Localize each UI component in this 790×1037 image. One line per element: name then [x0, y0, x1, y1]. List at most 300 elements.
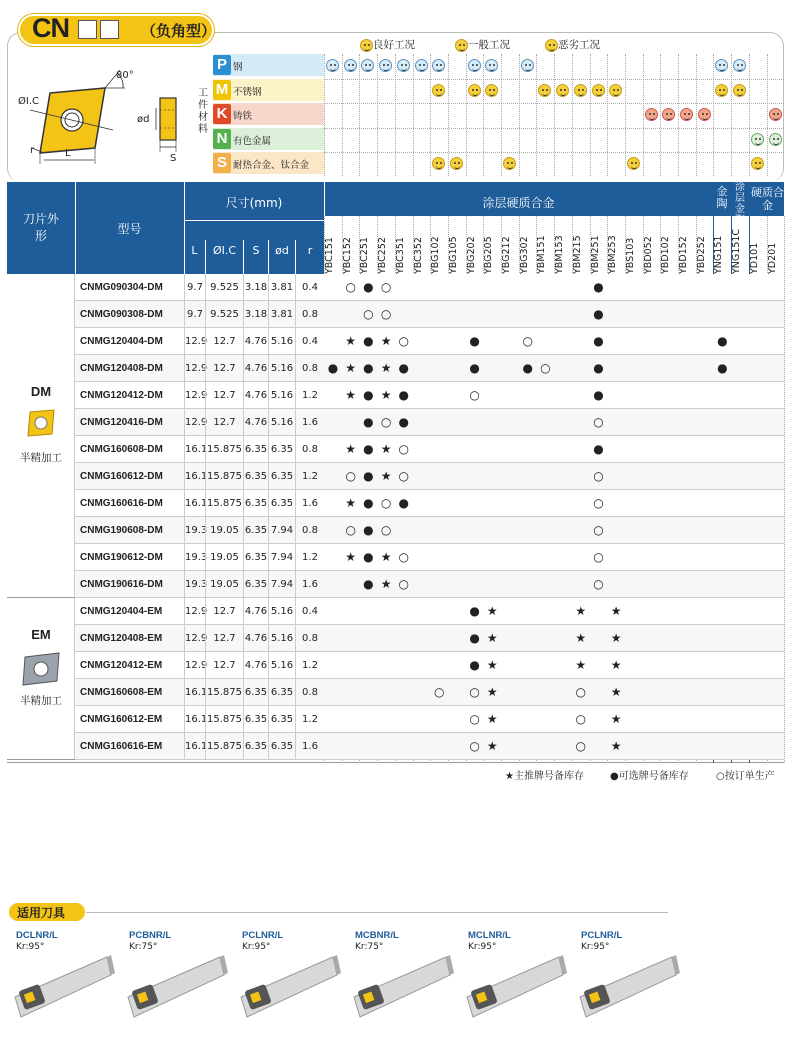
availability-mark: ●	[363, 388, 374, 402]
tool-card	[233, 925, 341, 1019]
grade-col-header: YBM151	[536, 235, 548, 274]
grid-vline	[625, 54, 626, 176]
condition-face-icon	[751, 133, 764, 146]
availability-mark: ○	[345, 469, 356, 483]
size-cell: 12.7	[205, 652, 243, 678]
availability-mark: ●	[363, 496, 374, 510]
tool-name: PCLNR/L	[581, 930, 623, 941]
model-cell: CNMG160608-EM	[80, 687, 163, 698]
size-cell: 0.8	[295, 625, 324, 651]
availability-mark: ○	[469, 388, 480, 402]
size-cell: 1.6	[295, 571, 324, 597]
condition-face-icon	[344, 59, 357, 72]
size-cell: 15.875	[205, 679, 243, 705]
availability-mark: ○	[593, 496, 604, 510]
condition-face-icon	[627, 157, 640, 170]
size-col-header: L	[191, 244, 198, 257]
condition-face-icon	[556, 84, 569, 97]
condition-face-icon	[609, 84, 622, 97]
availability-mark: ●	[469, 361, 480, 375]
size-cell: 16.1	[184, 679, 205, 705]
size-cell: 5.16	[268, 355, 295, 381]
model-cell: CNMG160616-EM	[80, 741, 163, 752]
availability-mark: ○	[398, 442, 410, 456]
model-cell: CNMG160616-DM	[80, 498, 163, 509]
size-cell: 5.16	[268, 652, 295, 678]
availability-mark: ★	[575, 604, 587, 618]
condition-face-icon	[715, 84, 728, 97]
model-cell: CNMG120408-EM	[80, 633, 163, 644]
group-coated-header: 涂层硬质合金	[482, 196, 555, 210]
size-cell: 1.2	[295, 652, 324, 678]
condition-face-icon	[769, 108, 782, 121]
grade-vline	[784, 216, 785, 763]
table-row	[75, 328, 784, 355]
size-cell: 12.7	[205, 382, 243, 408]
tool-card	[7, 925, 115, 1019]
model-cell: CNMG190616-DM	[80, 579, 163, 590]
group-name: DM	[30, 384, 52, 399]
availability-mark: ●	[327, 361, 339, 375]
title-placeholder-box	[100, 20, 119, 39]
availability-mark: ●	[593, 334, 604, 348]
condition-face-icon	[769, 133, 782, 146]
material-label: 工件材料	[198, 88, 208, 135]
model-cell: CNMG090308-DM	[80, 309, 163, 320]
size-cell: 16.1	[184, 733, 205, 759]
grade-col-header: YBM251	[589, 235, 601, 274]
size-cell: 16.1	[184, 436, 205, 462]
size-cell: 6.35	[243, 706, 268, 732]
availability-mark: ○	[398, 577, 410, 591]
table-row	[75, 382, 784, 409]
condition-face-icon	[733, 59, 746, 72]
col-size-header: 尺寸(mm)	[225, 196, 283, 210]
grid-hline	[324, 79, 784, 80]
availability-mark: ★	[380, 577, 392, 591]
s-label: S	[170, 153, 177, 164]
model-cell: CNMG120408-DM	[80, 363, 163, 374]
size-cell: 15.875	[205, 436, 243, 462]
condition-face-icon	[468, 59, 481, 72]
tool-card	[572, 925, 680, 1019]
material-name: 铸铁	[233, 111, 253, 122]
grade-col-header: YD101	[748, 242, 760, 274]
availability-mark: ●	[363, 361, 374, 375]
size-cell: 12.7	[205, 355, 243, 381]
col-model-header: 型号	[117, 222, 142, 236]
footnote-dot: ●可选牌号备库存	[610, 771, 689, 782]
tool-name: MCLNR/L	[468, 930, 511, 941]
condition-face-icon	[326, 59, 339, 72]
size-cell: 4.76	[243, 598, 268, 624]
availability-mark: ○	[398, 550, 410, 564]
availability-mark: ○	[593, 469, 604, 483]
availability-mark: ★	[486, 712, 498, 726]
availability-mark: ●	[363, 415, 374, 429]
size-cell: 19.3	[184, 544, 205, 570]
availability-mark: ●	[363, 523, 374, 537]
availability-mark: ○	[380, 415, 392, 429]
grid-vline	[395, 54, 396, 176]
page-title: CN	[32, 13, 69, 43]
size-cell: 6.35	[243, 463, 268, 489]
availability-mark: ★	[345, 496, 357, 510]
grid-hline	[324, 128, 784, 129]
grid-vline	[590, 54, 591, 176]
grade-col-header: YBC351	[394, 237, 406, 274]
grade-col-header: YBC352	[412, 237, 424, 274]
availability-mark: ●	[593, 361, 604, 375]
ic-label: ØI.C	[18, 96, 39, 107]
size-col-header: r	[295, 240, 324, 274]
size-cell: 6.35	[243, 571, 268, 597]
tool-card	[459, 925, 567, 1019]
material-row	[213, 128, 324, 150]
size-cell: 16.1	[184, 490, 205, 516]
size-cell: 12.7	[205, 409, 243, 435]
size-cell: 6.35	[243, 517, 268, 543]
tool-kr: Kr:95°	[16, 942, 45, 952]
condition-face-icon	[521, 59, 534, 72]
grade-col-header: YBG205	[483, 236, 495, 274]
size-cell: 9.525	[205, 301, 243, 327]
table-row	[75, 463, 784, 490]
availability-mark: ●	[398, 415, 410, 429]
availability-mark: ●	[593, 307, 604, 321]
availability-mark: ○	[575, 685, 587, 699]
length-label: L	[65, 148, 71, 159]
availability-mark: ○	[593, 577, 604, 591]
size-cell: 3.18	[243, 301, 268, 327]
availability-mark: ○	[433, 685, 445, 699]
condition-face-icon	[645, 108, 658, 121]
table-row	[75, 274, 784, 301]
size-cell: 12.7	[205, 328, 243, 354]
tools-header: 适用刀具	[17, 906, 66, 920]
availability-mark: ○	[363, 307, 374, 321]
availability-mark: ★	[345, 388, 357, 402]
material-letter: P	[213, 55, 231, 75]
availability-mark: ○	[469, 685, 480, 699]
condition-face-icon	[432, 157, 445, 170]
size-cell: 1.6	[295, 490, 324, 516]
size-cell: 1.6	[295, 733, 324, 759]
availability-mark: ●	[363, 577, 374, 591]
table-row	[75, 679, 784, 706]
size-cell: 12.9	[184, 328, 205, 354]
group-name: EM	[31, 627, 51, 642]
page-subtitle: （负角型）	[141, 22, 217, 40]
size-cell: 1.2	[295, 706, 324, 732]
size-cell: 5.16	[268, 409, 295, 435]
grade-col-header: YBG105	[447, 236, 459, 274]
grid-vline	[713, 54, 714, 176]
size-cell: 9.7	[184, 274, 205, 300]
availability-mark: ●	[469, 604, 480, 618]
tool-card	[346, 925, 454, 1019]
size-cell: 5.16	[268, 328, 295, 354]
tool-name: MCBNR/L	[355, 930, 399, 941]
size-col-header: ød	[268, 240, 295, 274]
size-cell: 12.9	[184, 598, 205, 624]
material-row	[213, 79, 324, 101]
grid-vline	[501, 54, 502, 176]
material-letter: N	[213, 129, 231, 149]
table-row	[75, 544, 784, 571]
availability-mark: ●	[398, 496, 410, 510]
grade-col-header: YNG151	[713, 235, 725, 274]
grade-col-header: YBD102	[660, 236, 672, 274]
availability-mark: ★	[345, 334, 357, 348]
title-placeholder-box	[78, 20, 97, 39]
legend-bad: 恶劣工况	[545, 37, 600, 52]
material-letter: K	[213, 104, 231, 124]
tool-name: PCLNR/L	[242, 930, 284, 941]
smile-face-icon	[360, 39, 373, 52]
availability-mark: ★	[380, 334, 392, 348]
size-col-header: ØI.C	[205, 240, 243, 274]
availability-mark: ★	[380, 550, 392, 564]
availability-mark: ●	[717, 334, 728, 348]
condition-face-icon	[698, 108, 711, 121]
size-cell: 0.8	[295, 355, 324, 381]
size-cell: 15.875	[205, 733, 243, 759]
size-cell: 7.94	[268, 544, 295, 570]
availability-mark: ●	[469, 631, 480, 645]
grid-vline	[430, 54, 431, 176]
material-letter: S	[213, 153, 231, 173]
availability-mark: ○	[593, 523, 604, 537]
availability-mark: ●	[363, 442, 374, 456]
grid-vline	[572, 54, 573, 176]
model-cell: CNMG190608-DM	[80, 525, 163, 536]
tool-holder-icon	[7, 935, 115, 1022]
grade-col-header: YBS103	[624, 237, 636, 274]
table-row	[75, 436, 784, 463]
size-cell: 19.05	[205, 544, 243, 570]
availability-mark: ★	[486, 604, 498, 618]
availability-mark: ★	[345, 442, 357, 456]
size-cell: 1.2	[295, 382, 324, 408]
group-carbide-header: 硬质合金	[751, 186, 784, 212]
condition-face-icon	[574, 84, 587, 97]
availability-mark: ○	[575, 712, 587, 726]
size-cell: 15.875	[205, 463, 243, 489]
material-row	[213, 54, 324, 76]
tool-kr: Kr:95°	[581, 942, 610, 952]
material-name: 不锈钢	[233, 86, 262, 98]
size-cell: 0.4	[295, 274, 324, 300]
grade-col-header: YBM153	[554, 235, 566, 274]
size-cell: 19.05	[205, 517, 243, 543]
grid-vline	[324, 54, 325, 176]
group-coated-cermet-header: 涂层金	[735, 182, 745, 215]
availability-mark: ★	[610, 604, 622, 618]
table-row	[75, 652, 784, 679]
size-cell: 3.81	[268, 301, 295, 327]
size-cell: 6.35	[268, 490, 295, 516]
size-col-header: S	[243, 240, 268, 274]
size-cell: 3.81	[268, 274, 295, 300]
grade-col-header: YD201	[766, 242, 778, 274]
size-cell: 0.8	[295, 301, 324, 327]
size-cell: 4.76	[243, 355, 268, 381]
size-cell: 4.76	[243, 652, 268, 678]
footnote-star: ★主推牌号备库存	[505, 771, 584, 782]
size-cell: 6.35	[268, 679, 295, 705]
grade-col-header: YBD052	[642, 236, 654, 274]
material-name: 钢	[233, 62, 243, 73]
availability-mark: ●	[717, 361, 728, 375]
insert-shape-icon	[24, 406, 58, 443]
grid-vline	[342, 54, 343, 176]
footnote-circle: ○按订单生产	[716, 771, 775, 782]
material-letter: M	[213, 80, 231, 100]
tool-kr: Kr:95°	[242, 942, 271, 952]
availability-mark: ★	[380, 469, 392, 483]
group-desc: 半精加工	[20, 695, 62, 707]
condition-face-icon	[715, 59, 728, 72]
tool-holder-icon	[346, 935, 454, 1022]
grade-col-header: YBG302	[518, 236, 530, 274]
tool-holder-icon	[233, 935, 341, 1022]
availability-mark: ★	[486, 739, 498, 753]
model-cell: CNMG160612-DM	[80, 471, 163, 482]
insert-side-view	[160, 98, 176, 140]
grade-table	[7, 182, 784, 763]
condition-face-icon	[432, 84, 445, 97]
grid-vline	[413, 54, 414, 176]
availability-mark: ●	[593, 442, 604, 456]
material-row	[213, 152, 324, 174]
availability-mark: ○	[380, 496, 392, 510]
grade-col-header: YBG102	[430, 236, 442, 274]
availability-mark: ○	[469, 739, 480, 753]
size-cell: 15.875	[205, 490, 243, 516]
grid-vline	[519, 54, 520, 176]
grid-vline	[767, 54, 768, 176]
angle-label: 80°	[116, 70, 134, 81]
grid-vline	[448, 54, 449, 176]
material-name: 有色金属	[233, 135, 272, 147]
size-cell: 1.2	[295, 544, 324, 570]
condition-grid	[324, 54, 784, 176]
availability-mark: ★	[486, 631, 498, 645]
size-cell: 0.8	[295, 436, 324, 462]
size-cell: 9.525	[205, 274, 243, 300]
size-cell: 4.76	[243, 328, 268, 354]
table-row	[75, 706, 784, 733]
condition-face-icon	[662, 108, 675, 121]
model-cell: CNMG090304-DM	[80, 282, 163, 293]
grade-col-header: YBC152	[341, 237, 353, 274]
availability-mark: ★	[345, 550, 357, 564]
condition-face-icon	[503, 157, 516, 170]
availability-mark: ●	[363, 469, 374, 483]
size-cell: 6.35	[243, 733, 268, 759]
availability-mark: ★	[380, 388, 392, 402]
model-cell: CNMG190612-DM	[80, 552, 163, 563]
availability-mark: ○	[593, 550, 604, 564]
availability-mark: ○	[575, 739, 587, 753]
condition-face-icon	[379, 59, 392, 72]
grid-vline	[678, 54, 679, 176]
condition-face-icon	[485, 84, 498, 97]
availability-mark: ●	[398, 361, 410, 375]
availability-mark: ○	[522, 334, 533, 348]
table-row	[75, 571, 784, 598]
availability-mark: ○	[345, 523, 356, 537]
condition-face-icon	[450, 157, 463, 170]
size-cell: 6.35	[243, 544, 268, 570]
size-cell: 6.35	[243, 490, 268, 516]
size-cell: 1.6	[295, 409, 324, 435]
availability-mark: ○	[380, 280, 392, 294]
size-cell: 6.35	[243, 679, 268, 705]
grid-vline	[749, 54, 750, 176]
size-cell: 0.8	[295, 517, 324, 543]
size-divider	[184, 220, 324, 221]
group-cermet-header: 金陶	[716, 185, 728, 210]
availability-mark: ★	[380, 442, 392, 456]
table-row	[75, 490, 784, 517]
size-cell: 7.94	[268, 517, 295, 543]
group-desc: 半精加工	[20, 452, 62, 464]
size-cell: 7.94	[268, 571, 295, 597]
tool-kr: Kr:75°	[129, 942, 158, 952]
table-row	[75, 598, 784, 625]
size-cell: 3.18	[243, 274, 268, 300]
availability-mark: ○	[398, 334, 410, 348]
size-cell: 0.4	[295, 598, 324, 624]
model-cell: CNMG160608-DM	[80, 444, 163, 455]
grid-hline	[324, 152, 784, 153]
material-row	[213, 103, 324, 125]
model-cell: CNMG120404-EM	[80, 606, 163, 617]
tool-name: PCBNR/L	[129, 930, 172, 941]
availability-mark: ○	[593, 415, 604, 429]
condition-face-icon	[751, 157, 764, 170]
grade-col-header: YBG212	[501, 236, 512, 274]
availability-mark: ○	[380, 523, 392, 537]
model-cell: CNMG120404-DM	[80, 336, 163, 347]
insert-shape-icon	[19, 649, 63, 692]
grid-vline	[607, 54, 608, 176]
size-cell: 12.7	[205, 598, 243, 624]
grade-col-header: YNG151C	[731, 228, 743, 274]
model-cell: CNMG120412-EM	[80, 660, 163, 671]
grid-vline	[483, 54, 484, 176]
size-cell: 12.9	[184, 409, 205, 435]
availability-mark: ★	[380, 361, 392, 375]
grid-vline	[643, 54, 644, 176]
availability-mark: ★	[575, 658, 587, 672]
size-cell: 9.7	[184, 301, 205, 327]
availability-mark: ○	[540, 361, 551, 375]
d-label: ød	[137, 114, 150, 125]
size-cell: 12.9	[184, 625, 205, 651]
availability-mark: ●	[593, 388, 604, 402]
size-cell: 6.35	[268, 436, 295, 462]
table-row	[75, 301, 784, 328]
size-cell: 0.8	[295, 679, 324, 705]
condition-face-icon	[468, 84, 481, 97]
availability-mark: ★	[610, 739, 622, 753]
availability-mark: ★	[610, 631, 622, 645]
availability-mark: ●	[469, 658, 480, 672]
grid-vline	[466, 54, 467, 176]
